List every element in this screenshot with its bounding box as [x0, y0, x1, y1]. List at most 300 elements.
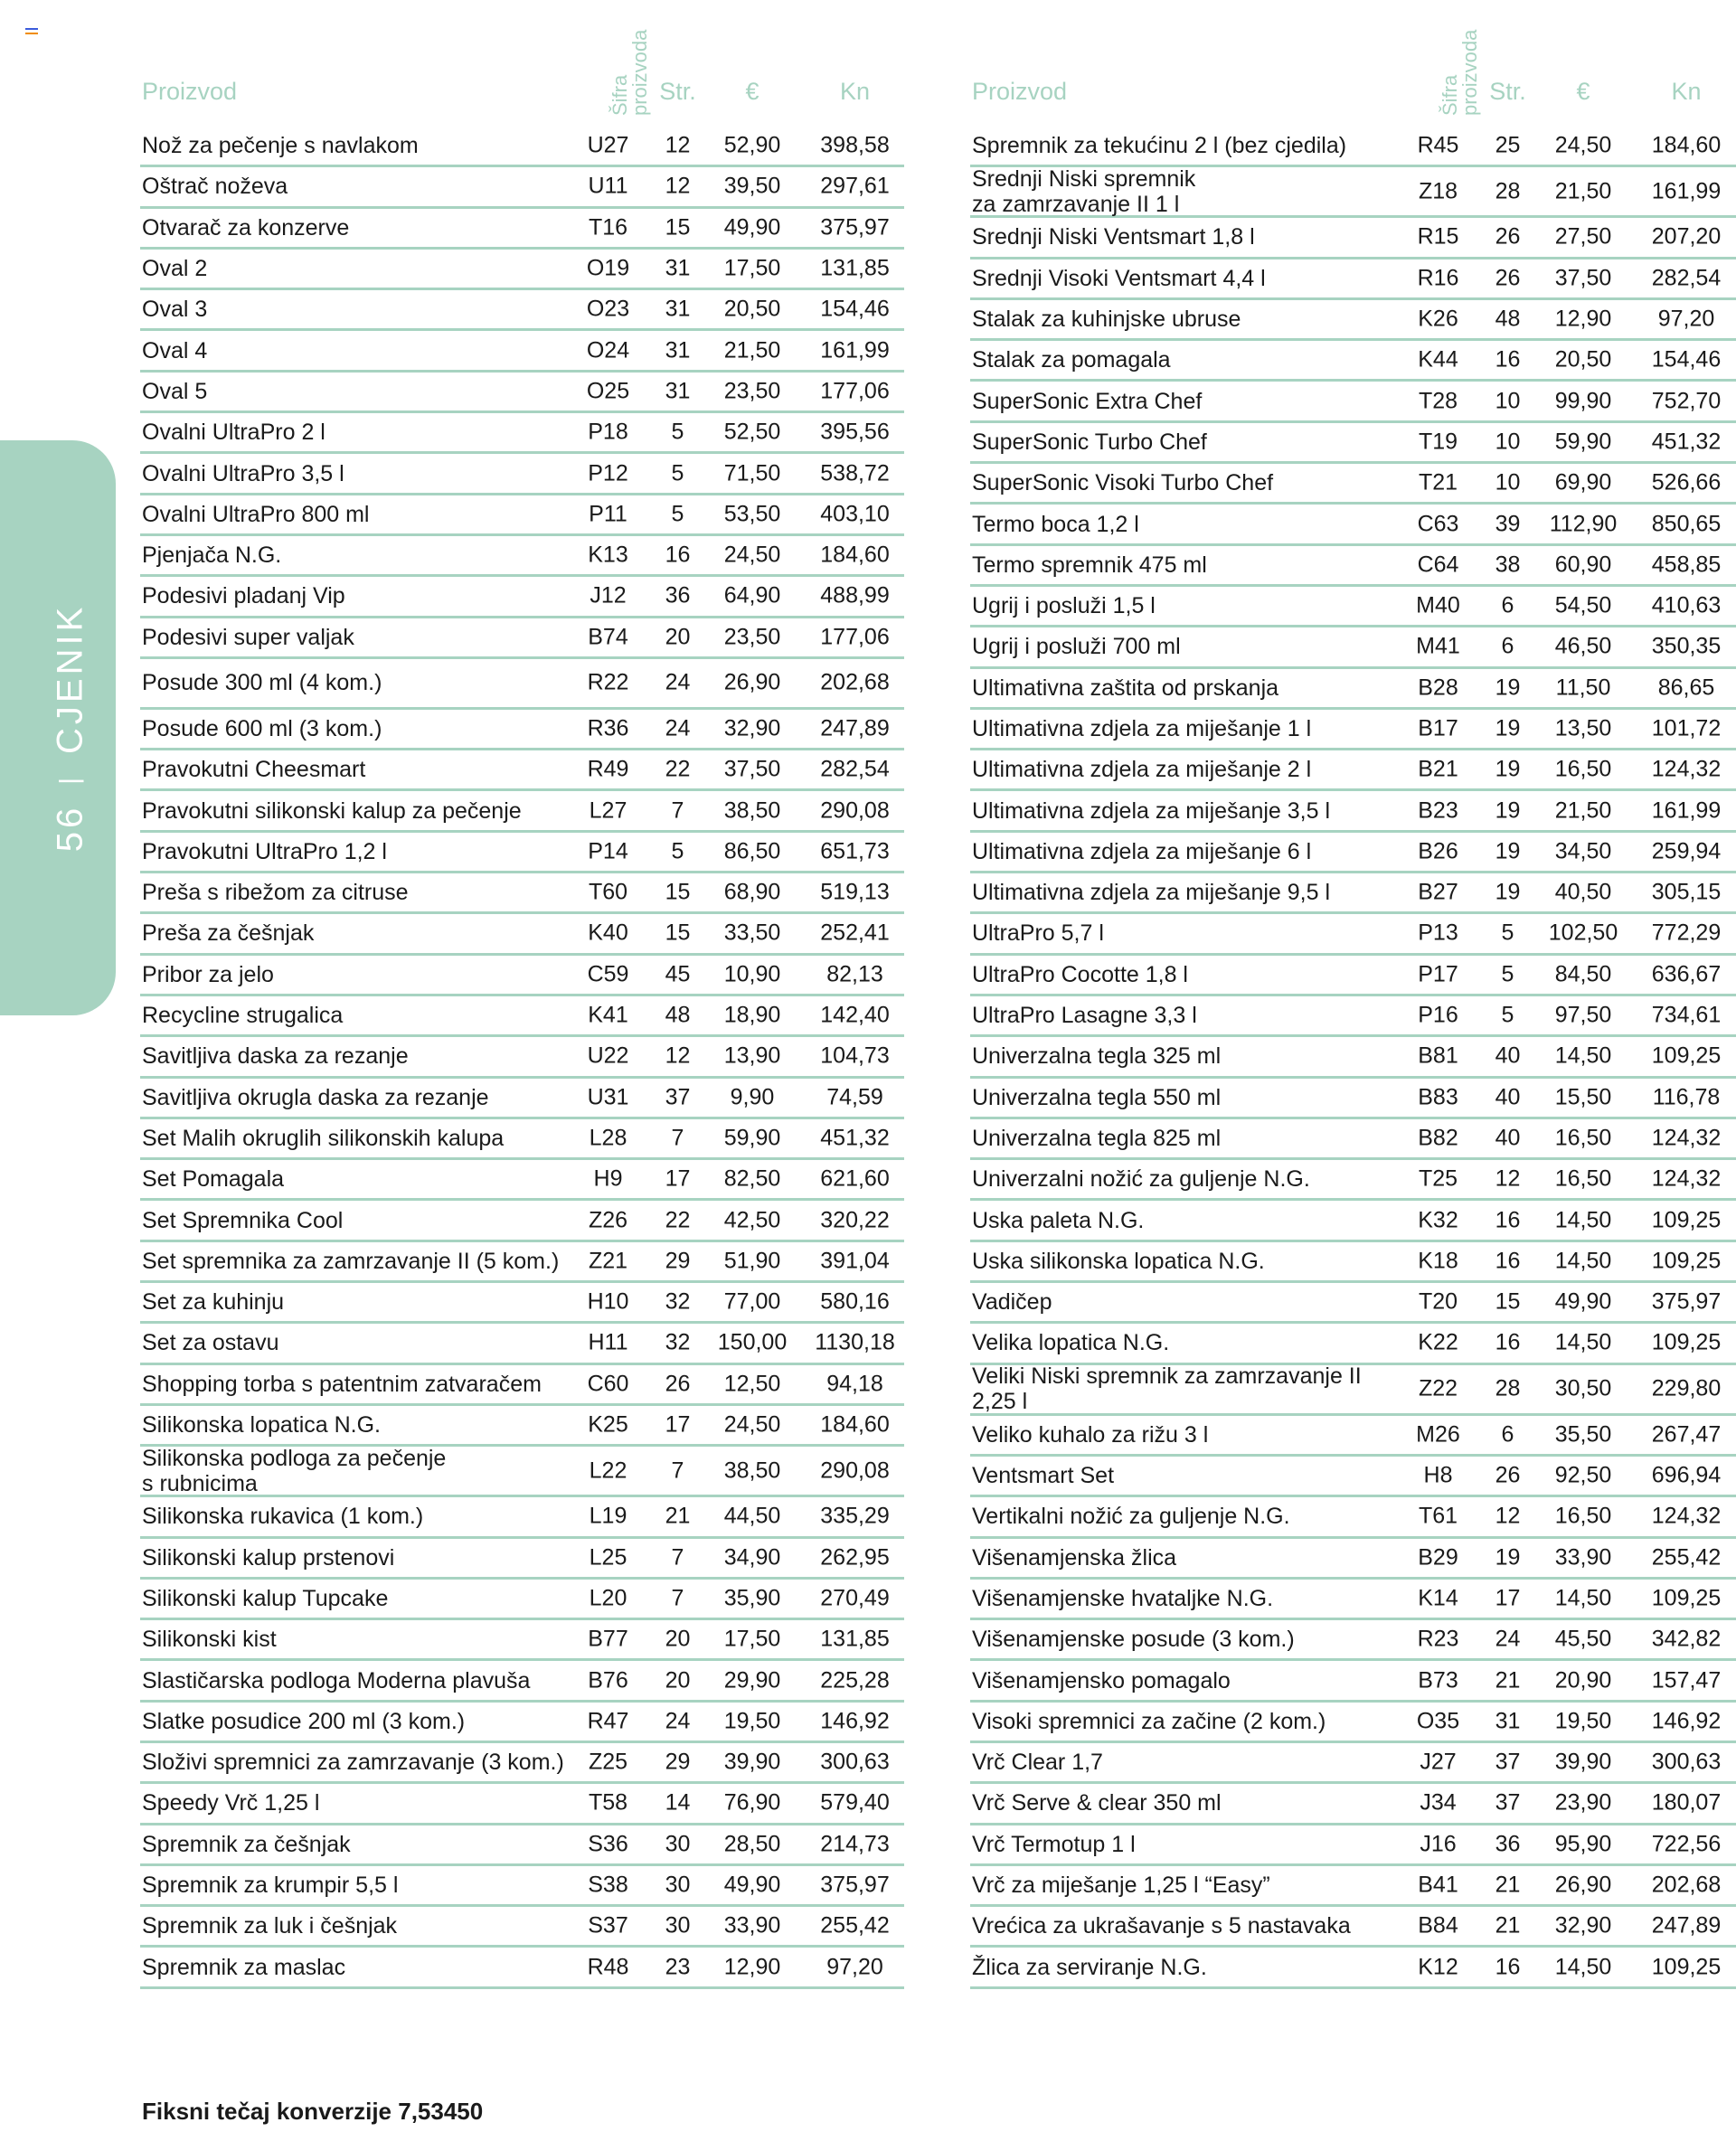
- product-code: B26: [1418, 838, 1458, 864]
- product-code: L27: [589, 797, 627, 824]
- table-row: [970, 1825, 1736, 1866]
- product-code: T16: [588, 214, 628, 241]
- price-kn: 297,61: [820, 173, 890, 199]
- price-kn: 116,78: [1652, 1084, 1721, 1110]
- table-row: [970, 1907, 1736, 1948]
- price-kn: 255,42: [820, 1912, 890, 1939]
- price-eur: 49,90: [723, 1872, 781, 1898]
- price-eur: 30,50: [1554, 1375, 1612, 1401]
- price-kn: 82,13: [826, 961, 883, 987]
- product-code: O35: [1416, 1708, 1460, 1734]
- product-name-line: Oval 2: [142, 256, 208, 282]
- header-product: Proizvod: [972, 78, 1068, 105]
- catalog-page: 20: [665, 1626, 691, 1652]
- price-eur: 68,90: [723, 879, 781, 905]
- price-kn: 458,85: [1651, 552, 1722, 578]
- product-code: P12: [588, 460, 628, 486]
- product-name-line: Set Spremnika Cool: [142, 1207, 344, 1233]
- product-code: B29: [1418, 1544, 1458, 1571]
- catalog-page: 31: [665, 337, 691, 363]
- product-name: [142, 256, 207, 281]
- catalog-page: 5: [671, 419, 684, 445]
- table-row: [970, 627, 1736, 668]
- price-eur: 97,50: [1554, 1002, 1612, 1028]
- product-name: [972, 1504, 1290, 1529]
- catalog-page: 37: [1495, 1789, 1521, 1816]
- catalog-page: 16: [665, 542, 691, 568]
- catalog-page: 12: [1495, 1503, 1521, 1529]
- price-eur: 21,50: [723, 337, 781, 363]
- price-eur: 76,90: [723, 1789, 781, 1816]
- product-name-line-2: s rubnicima: [142, 1470, 258, 1496]
- product-name: [142, 1043, 409, 1069]
- catalog-page: 19: [1495, 715, 1521, 741]
- product-name-line: SuperSonic Extra Chef: [972, 388, 1203, 414]
- product-code: C60: [587, 1371, 629, 1397]
- header-page: Str.: [1489, 78, 1526, 105]
- table-row: [140, 618, 904, 659]
- product-code: R47: [587, 1708, 629, 1734]
- price-eur: 69,90: [1554, 469, 1612, 495]
- price-eur: 13,50: [1554, 715, 1612, 741]
- product-name-line: Žlica za serviranje N.G.: [972, 1954, 1207, 1980]
- catalog-page: 37: [1495, 1749, 1521, 1775]
- product-code: H10: [587, 1288, 629, 1315]
- product-name-line: Oval 4: [142, 337, 208, 363]
- product-code: B23: [1418, 797, 1458, 824]
- product-code: B21: [1418, 756, 1458, 782]
- product-name: [142, 502, 369, 527]
- catalog-page: 21: [665, 1503, 691, 1529]
- table-row: [970, 1580, 1736, 1620]
- product-name-line: Ugrij i posluži 1,5 l: [972, 593, 1156, 619]
- table-row: [970, 1784, 1736, 1825]
- product-name: [142, 1913, 397, 1939]
- table-row: [140, 1037, 904, 1078]
- product-code: T19: [1418, 429, 1458, 455]
- price-eur: 77,00: [723, 1288, 781, 1315]
- product-name: [972, 880, 1330, 905]
- table-row: [140, 413, 904, 454]
- product-name-line: Vrč Clear 1,7: [972, 1750, 1103, 1776]
- product-code: U22: [587, 1042, 629, 1069]
- catalog-page: 19: [1495, 797, 1521, 824]
- product-name-line: Univerzalna tegla 550 ml: [972, 1084, 1222, 1110]
- product-name: [142, 542, 281, 568]
- product-name: [142, 297, 207, 322]
- product-code: B28: [1418, 675, 1458, 701]
- price-eur: 42,50: [723, 1207, 781, 1233]
- table-row: [970, 423, 1736, 464]
- product-code: L19: [589, 1503, 627, 1529]
- price-eur: 60,90: [1554, 552, 1612, 578]
- catalog-page: 22: [665, 1207, 691, 1233]
- product-name-line: Silikonski kist: [142, 1627, 277, 1653]
- product-name: [972, 429, 1207, 455]
- product-name: [972, 512, 1139, 537]
- product-name: [142, 625, 354, 650]
- price-eur: 13,90: [723, 1042, 781, 1069]
- price-eur: 20,90: [1554, 1667, 1612, 1693]
- price-kn: 131,85: [820, 1626, 890, 1652]
- price-kn: 142,40: [820, 1002, 890, 1028]
- catalog-page: 26: [1495, 223, 1521, 250]
- catalog-page: 16: [1495, 346, 1521, 373]
- product-name-line: Preša za češnjak: [142, 920, 315, 947]
- product-name: [142, 1003, 343, 1028]
- price-kn: 104,73: [820, 1042, 890, 1069]
- catalog-page: 15: [665, 920, 691, 946]
- price-eur: 23,50: [723, 624, 781, 650]
- table-row: [970, 1703, 1736, 1743]
- table-row: [140, 1406, 904, 1447]
- price-eur: 35,50: [1554, 1421, 1612, 1448]
- price-eur: 14,50: [1554, 1585, 1612, 1611]
- product-name: [142, 716, 382, 741]
- price-eur: 52,50: [723, 419, 781, 445]
- price-kn: 375,97: [820, 1872, 890, 1898]
- product-code: C59: [587, 961, 629, 987]
- table-row: [140, 1784, 904, 1825]
- price-eur: 52,90: [723, 132, 781, 158]
- table-row: [140, 209, 904, 250]
- side-label: [51, 604, 91, 853]
- catalog-page: 31: [665, 296, 691, 322]
- product-name-line: Set Pomagala: [142, 1166, 285, 1193]
- table-row: [140, 1242, 904, 1283]
- product-code: B81: [1418, 1042, 1458, 1069]
- product-name: [972, 1208, 1144, 1233]
- price-eur: 32,90: [723, 715, 781, 741]
- price-kn: 734,61: [1651, 1002, 1722, 1028]
- product-code: K13: [588, 542, 628, 568]
- product-name-line: Veliki Niski spremnik za zamrzavanje II: [972, 1363, 1362, 1390]
- price-kn: 267,47: [1651, 1421, 1722, 1448]
- price-kn: 229,80: [1651, 1375, 1722, 1401]
- header-code: [1440, 22, 1480, 116]
- catalog-page: 40: [1495, 1042, 1521, 1069]
- price-eur: 38,50: [723, 1457, 781, 1484]
- catalog-page: 16: [1495, 1207, 1521, 1233]
- catalog-page: 7: [671, 1585, 684, 1611]
- price-table-right: [970, 0, 1736, 1989]
- product-code: T58: [588, 1789, 628, 1816]
- catalog-page: 36: [665, 582, 691, 608]
- product-name-line: Pravokutni silikonski kalup za pečenje: [142, 797, 522, 824]
- product-name: [972, 839, 1311, 864]
- price-kn: 335,29: [820, 1503, 890, 1529]
- table-row: [140, 914, 904, 955]
- product-name-line: Shopping torba s patentnim zatvaračem: [142, 1371, 542, 1397]
- product-name: [142, 1372, 542, 1397]
- catalog-page: 19: [1495, 1544, 1521, 1571]
- price-eur: 11,50: [1555, 675, 1611, 701]
- product-code: R16: [1417, 265, 1459, 291]
- price-kn: 202,68: [1651, 1872, 1722, 1898]
- price-eur: 38,50: [723, 797, 781, 824]
- conversion-note: Fiksni tečaj konverzije 7,53450: [142, 2098, 484, 2125]
- product-name-line: Otvarač za konzerve: [142, 214, 350, 241]
- table-row: [970, 996, 1736, 1037]
- product-code: H9: [593, 1165, 623, 1192]
- product-name: [142, 1832, 351, 1857]
- table-row: [970, 1119, 1736, 1160]
- product-name: [972, 1913, 1351, 1939]
- catalog-page: 16: [1495, 1329, 1521, 1355]
- header-kn: Kn: [839, 78, 871, 105]
- product-code: T61: [1418, 1503, 1458, 1529]
- price-eur: 35,90: [723, 1585, 781, 1611]
- product-name-line: Slatke posudice 200 ml (3 kom.): [142, 1708, 466, 1734]
- menu-icon[interactable]: [25, 28, 38, 37]
- table-row: [140, 1079, 904, 1119]
- product-name: [972, 1126, 1221, 1151]
- product-name-line: Ultimativna zdjela za miješanje 1 l: [972, 716, 1312, 741]
- price-kn: 1130,18: [815, 1329, 895, 1355]
- product-code: T60: [588, 879, 628, 905]
- table-row: [140, 996, 904, 1037]
- product-name: [142, 1446, 446, 1496]
- product-name: [972, 1249, 1265, 1274]
- table-header: [970, 0, 1736, 127]
- product-name-line: UltraPro 5,7 l: [972, 920, 1104, 947]
- catalog-page: 48: [665, 1002, 691, 1028]
- table-row: [140, 1365, 904, 1406]
- price-kn: 255,42: [1651, 1544, 1722, 1571]
- table-row: [970, 1539, 1736, 1580]
- product-name-line: Termo spremnik 475 ml: [972, 552, 1207, 578]
- catalog-page: 39: [1495, 511, 1521, 537]
- price-kn: 305,15: [1651, 879, 1722, 905]
- product-name: [142, 1085, 489, 1110]
- product-name: [142, 1166, 284, 1192]
- product-name-line: Ovalni UltraPro 3,5 l: [142, 460, 344, 486]
- product-name: [142, 1586, 388, 1611]
- table-row: [140, 454, 904, 495]
- table-row: [140, 1201, 904, 1241]
- table-row: [140, 1119, 904, 1160]
- table-row: [140, 1866, 904, 1907]
- catalog-page: 20: [665, 1667, 691, 1693]
- catalog-page: 16: [1495, 1954, 1521, 1980]
- catalog-page: 14: [665, 1789, 691, 1816]
- table-row: [970, 914, 1736, 955]
- table-row: [140, 373, 904, 413]
- product-name-line: Ultimativna zdjela za miješanje 3,5 l: [972, 797, 1331, 824]
- catalog-page: 6: [1501, 592, 1514, 618]
- table-row: [140, 290, 904, 331]
- product-name-line: Spremnik za luk i češnjak: [142, 1913, 398, 1939]
- product-code: O24: [586, 337, 630, 363]
- product-name: [142, 880, 409, 905]
- catalog-page: 10: [1495, 469, 1521, 495]
- product-name: [142, 1330, 278, 1355]
- price-kn: 161,99: [820, 337, 890, 363]
- catalog-page: 31: [665, 378, 691, 404]
- header-code-line1: Šifra: [1439, 74, 1461, 116]
- product-name-line: Ventsmart Set: [972, 1463, 1115, 1489]
- catalog-page: 40: [1495, 1084, 1521, 1110]
- price-eur: 24,50: [1554, 132, 1612, 158]
- product-code: B82: [1418, 1125, 1458, 1151]
- table-row: [970, 833, 1736, 873]
- price-kn: 109,25: [1651, 1329, 1722, 1355]
- product-name-line: Podesivi pladanj Vip: [142, 583, 345, 609]
- product-name: [972, 1463, 1114, 1488]
- product-name-line: Srednji Niski Ventsmart 1,8 l: [972, 224, 1255, 250]
- price-eur: 26,90: [723, 669, 781, 695]
- price-eur: 95,90: [1554, 1831, 1612, 1857]
- product-code: L22: [589, 1457, 627, 1484]
- catalog-page: 7: [671, 1125, 684, 1151]
- product-name-line: Vadičep: [972, 1289, 1052, 1316]
- product-name-line: Veliko kuhalo za rižu 3 l: [972, 1421, 1209, 1448]
- product-name: [972, 593, 1156, 618]
- price-eur: 59,90: [723, 1125, 781, 1151]
- table-row: [140, 1580, 904, 1620]
- table-row: [970, 127, 1736, 167]
- table-row: [970, 669, 1736, 710]
- product-name-line: Set Malih okruglih silikonskih kalupa: [142, 1125, 505, 1151]
- price-eur: 29,90: [723, 1667, 781, 1693]
- product-name: [142, 1873, 398, 1898]
- price-kn: 109,25: [1651, 1248, 1722, 1274]
- catalog-page: 5: [671, 838, 684, 864]
- product-code: R48: [587, 1954, 629, 1980]
- product-name-line: Podesivi super valjak: [142, 624, 354, 650]
- price-eur: 24,50: [723, 542, 781, 568]
- product-name: [972, 133, 1346, 158]
- price-eur: 14,50: [1554, 1042, 1612, 1069]
- product-name-line-2: za zamrzavanje II 1 l: [972, 191, 1180, 217]
- header-code: [610, 22, 650, 116]
- table-row: [970, 1160, 1736, 1201]
- table-row: [970, 1324, 1736, 1364]
- table-row: [970, 1242, 1736, 1283]
- table-body: [970, 127, 1736, 1989]
- product-name-line: Višenamjenske posude (3 kom.): [972, 1627, 1295, 1653]
- price-eur: 17,50: [723, 255, 781, 281]
- product-name: [972, 798, 1330, 824]
- catalog-page: 45: [665, 961, 691, 987]
- table-row: [970, 1866, 1736, 1907]
- product-code: C64: [1417, 552, 1459, 578]
- table-row: [140, 331, 904, 372]
- price-eur: 45,50: [1554, 1626, 1612, 1652]
- product-code: Z26: [588, 1207, 628, 1233]
- price-kn: 124,32: [1651, 1165, 1722, 1192]
- product-code: L25: [589, 1544, 627, 1571]
- product-name: [972, 1166, 1310, 1192]
- product-name: [972, 1545, 1176, 1571]
- price-kn: 109,25: [1651, 1585, 1722, 1611]
- product-name-line: Speedy Vrč 1,25 l: [142, 1790, 320, 1816]
- product-name-line: Vrč Termotup 1 l: [972, 1831, 1136, 1857]
- price-eur: 14,50: [1554, 1248, 1612, 1274]
- product-code: C63: [1417, 511, 1459, 537]
- price-kn: 290,08: [820, 797, 890, 824]
- product-code: K14: [1418, 1585, 1458, 1611]
- price-kn: 180,07: [1651, 1789, 1722, 1816]
- catalog-page: 12: [665, 132, 691, 158]
- price-eur: 14,50: [1554, 1954, 1612, 1980]
- product-name-line: Visoki spremnici za začine (2 kom.): [972, 1708, 1326, 1734]
- price-kn: 247,89: [1651, 1912, 1722, 1939]
- product-code: B73: [1418, 1667, 1458, 1693]
- product-name: [142, 133, 419, 158]
- table-row: [970, 382, 1736, 422]
- price-eur: 33,90: [723, 1912, 781, 1939]
- product-name: [142, 1412, 381, 1438]
- product-name: [972, 1873, 1270, 1898]
- product-name: [142, 338, 207, 363]
- product-name: [142, 215, 349, 241]
- price-kn: 451,32: [1651, 429, 1722, 455]
- product-code: J12: [590, 582, 627, 608]
- product-code: B76: [588, 1667, 628, 1693]
- price-kn: 451,32: [820, 1125, 890, 1151]
- price-eur: 23,90: [1554, 1789, 1612, 1816]
- product-name-line: Višenamjenska žlica: [972, 1544, 1177, 1571]
- product-code: U27: [587, 132, 629, 158]
- price-eur: 82,50: [723, 1165, 781, 1192]
- table-row: [970, 167, 1736, 218]
- product-name: [972, 1085, 1221, 1110]
- price-eur: 53,50: [723, 501, 781, 527]
- product-code: B27: [1418, 879, 1458, 905]
- product-code: Z21: [588, 1248, 628, 1274]
- catalog-page: 6: [1501, 1421, 1514, 1448]
- product-name-line: Termo boca 1,2 l: [972, 511, 1139, 537]
- product-code: K32: [1418, 1207, 1458, 1233]
- product-name: [142, 1790, 319, 1816]
- price-eur: 32,90: [1554, 1912, 1612, 1939]
- catalog-page: 21: [1495, 1667, 1521, 1693]
- table-row: [970, 300, 1736, 341]
- product-code: U31: [587, 1084, 629, 1110]
- product-code: H8: [1423, 1462, 1453, 1488]
- price-kn: 722,56: [1651, 1831, 1722, 1857]
- product-name-line: Univerzalna tegla 825 ml: [972, 1125, 1222, 1151]
- catalog-page: 19: [1495, 838, 1521, 864]
- table-row: [970, 259, 1736, 300]
- price-kn: 696,94: [1651, 1462, 1722, 1488]
- price-kn: 398,58: [820, 132, 890, 158]
- catalog-page: 21: [1495, 1872, 1521, 1898]
- table-row: [140, 1497, 904, 1538]
- table-row: [970, 218, 1736, 259]
- product-code: R49: [587, 756, 629, 782]
- table-row: [140, 873, 904, 914]
- table-row: [140, 1825, 904, 1866]
- table-row: [140, 1703, 904, 1743]
- table-row: [140, 956, 904, 996]
- product-name: [142, 1750, 564, 1775]
- product-code: L20: [589, 1585, 627, 1611]
- product-name-line: Uska silikonska lopatica N.G.: [972, 1248, 1265, 1274]
- table-row: [970, 1661, 1736, 1702]
- product-name-line: Silikonski kalup Tupcake: [142, 1585, 389, 1611]
- price-kn: 270,49: [820, 1585, 890, 1611]
- price-kn: 300,63: [820, 1749, 890, 1775]
- product-name-line: Spremnik za krumpir 5,5 l: [142, 1873, 399, 1899]
- product-name-line: Savitljiva okrugla daska za rezanje: [142, 1084, 489, 1110]
- price-eur: 16,50: [1554, 1503, 1612, 1529]
- product-name: [972, 920, 1104, 946]
- catalog-page: 26: [1495, 1462, 1521, 1488]
- price-eur: 27,50: [1554, 223, 1612, 250]
- catalog-page: 40: [1495, 1125, 1521, 1151]
